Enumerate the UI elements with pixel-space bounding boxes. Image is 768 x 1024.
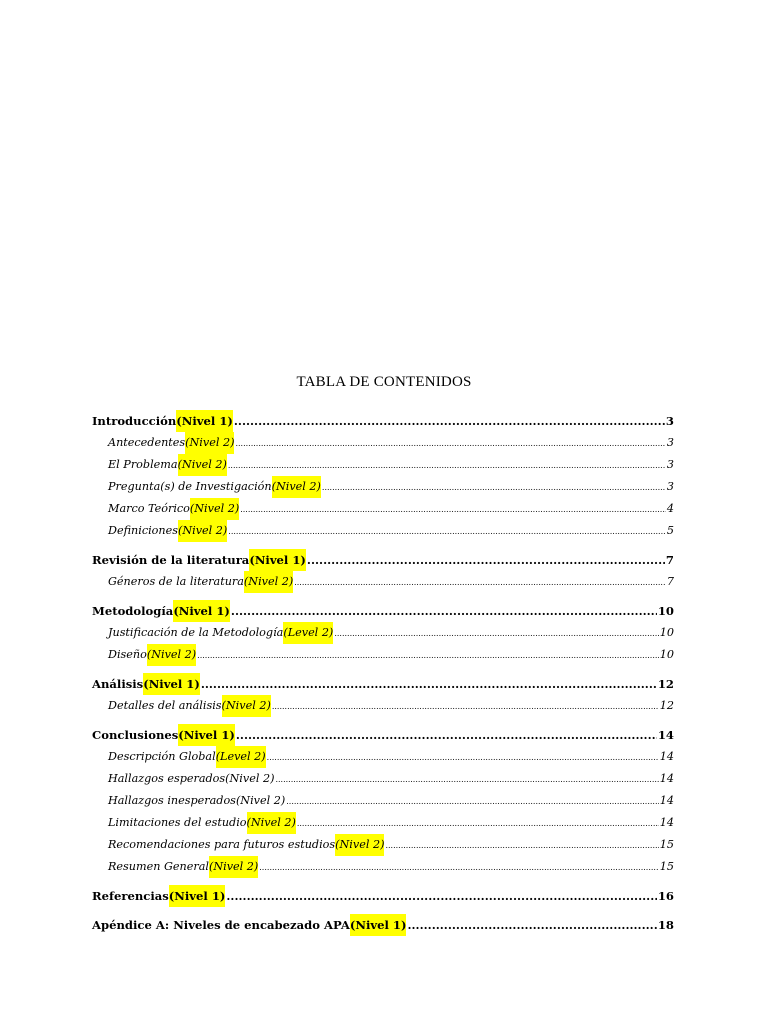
toc-page-number: 3 (666, 480, 674, 493)
toc-page-number: 10 (659, 626, 674, 639)
toc-entry-text: Hallazgos esperados (108, 772, 226, 785)
toc-entry-text: Revisión de la literatura (92, 553, 250, 567)
dot-leader (259, 857, 658, 879)
toc-entry-level-tag: (Nivel 1) (176, 410, 233, 432)
toc-entry-level-tag: (Nivel 2) (178, 520, 227, 542)
toc-entry-level-2[interactable] (92, 520, 674, 542)
toc-entry-level-tag: (Nivel 2) (147, 644, 196, 666)
toc-entry-level-2[interactable] (92, 768, 674, 790)
toc-entry-level-tag: (Nivel 2) (190, 498, 239, 520)
toc-entry-level-1[interactable] (92, 673, 674, 695)
toc-entry-level-tag: (Nivel 1) (169, 885, 226, 907)
toc-entry-level-1[interactable] (92, 600, 674, 622)
toc-page-number: 15 (659, 860, 674, 873)
dot-leader (234, 410, 665, 432)
dot-leader (294, 572, 666, 594)
toc-page-number: 14 (659, 772, 674, 785)
toc-entry-text: Géneros de la literatura (108, 575, 244, 588)
toc-page-number: 14 (659, 750, 674, 763)
toc-entry-text: Detalles del análisis (108, 699, 222, 712)
toc-page-number: 14 (659, 816, 674, 829)
toc-entry-text: Limitaciones del estudio (108, 816, 247, 829)
toc-page-number: 7 (666, 575, 674, 588)
toc-entry-level-tag: (Nivel 2) (178, 454, 227, 476)
dot-leader (322, 477, 666, 499)
toc-entry-level-2[interactable] (92, 498, 674, 520)
toc-entry-level-tag: (Nivel 1) (178, 724, 235, 746)
toc-entry-level-tag: (Nivel 1) (249, 549, 306, 571)
toc-entry-level-2[interactable] (92, 695, 674, 717)
toc-entry-level-tag: (Level 2) (283, 622, 333, 644)
toc-entry-level-1[interactable] (92, 914, 674, 936)
toc-entry-level-1[interactable] (92, 410, 674, 432)
toc-page-number: 3 (665, 414, 674, 428)
dot-leader (275, 769, 658, 791)
toc-page-number: 5 (666, 524, 674, 537)
toc-page-number: 4 (666, 502, 674, 515)
dot-leader (272, 696, 659, 718)
toc-entry-text: Recomendaciones para futuros estudios (108, 838, 336, 851)
toc-page-number: 14 (659, 794, 674, 807)
toc-entry-level-tag: (Nivel 2) (272, 476, 321, 498)
toc-entry-text: Marco Teórico (108, 502, 190, 515)
toc-entry-text: Metodología (92, 604, 174, 618)
toc-entry-text: El Problema (108, 458, 178, 471)
toc-entry-text: Diseño (108, 648, 147, 661)
dot-leader (385, 835, 658, 857)
toc-entry-level-2[interactable] (92, 746, 674, 768)
toc-entry-level-2[interactable] (92, 790, 674, 812)
dot-leader (267, 747, 659, 769)
toc-entry-text: Definiciones (108, 524, 178, 537)
toc-entry-level-tag: (Nivel 1) (173, 600, 230, 622)
dot-leader (297, 813, 659, 835)
toc-entry-level-tag: (Nivel 2) (335, 834, 384, 856)
toc-entry-level-tag: (Nivel 2) (235, 794, 286, 807)
toc-entry-text: Descripción Global (108, 750, 216, 763)
dot-leader (286, 791, 659, 813)
dot-leader (334, 623, 658, 645)
toc-title: TABLA DE CONTENIDOS (296, 374, 472, 390)
toc-entry-text: Resumen General (108, 860, 209, 873)
toc-entry-level-tag: (Nivel 2) (209, 856, 258, 878)
toc-page-number: 14 (657, 728, 674, 742)
toc-entry-level-2[interactable] (92, 622, 674, 644)
toc-page-number: 10 (657, 604, 674, 618)
toc-entry-level-1[interactable] (92, 549, 674, 571)
dot-leader (231, 600, 657, 622)
dot-leader (235, 433, 665, 455)
toc-entry-text: Pregunta(s) de Investigación (108, 480, 272, 493)
toc-entry-level-tag: (Nivel 1) (350, 914, 407, 936)
toc-entry-text: Justificación de la Metodología (108, 626, 284, 639)
toc-entry-text: Conclusiones (92, 728, 179, 742)
dot-leader (201, 673, 657, 695)
toc-page-number: 7 (665, 553, 674, 567)
dot-leader (228, 521, 666, 543)
table-of-contents (92, 410, 674, 936)
toc-page-number: 3 (666, 458, 674, 471)
toc-entry-level-tag: (Nivel 2) (185, 432, 234, 454)
dot-leader (407, 914, 656, 936)
toc-entry-text: Introducción (92, 414, 177, 428)
toc-entry-level-2[interactable] (92, 454, 674, 476)
toc-entry-text: Hallazgos inesperados (108, 794, 236, 807)
toc-entry-level-2[interactable] (92, 432, 674, 454)
toc-page-number: 12 (657, 677, 674, 691)
toc-entry-level-2[interactable] (92, 571, 674, 593)
toc-entry-level-1[interactable] (92, 885, 674, 907)
toc-entry-text: Apéndice A: Niveles de encabezado APA (92, 918, 350, 932)
dot-leader (228, 455, 666, 477)
toc-page-number: 15 (659, 838, 674, 851)
dot-leader (240, 499, 666, 521)
toc-entry-level-tag: (Level 2) (216, 746, 266, 768)
dot-leader (236, 724, 657, 746)
dot-leader (307, 549, 665, 571)
toc-entry-level-tag: (Nivel 2) (247, 812, 296, 834)
toc-entry-level-2[interactable] (92, 476, 674, 498)
toc-entry-level-2[interactable] (92, 644, 674, 666)
toc-entry-level-2[interactable] (92, 834, 674, 856)
toc-entry-level-tag: (Nivel 1) (143, 673, 200, 695)
toc-entry-level-tag: (Nivel 2) (222, 695, 271, 717)
toc-page-number: 16 (657, 889, 674, 903)
toc-entry-level-2[interactable] (92, 812, 674, 834)
toc-page-number: 3 (666, 436, 674, 449)
toc-entry-level-1[interactable] (92, 724, 674, 746)
toc-page-number: 10 (659, 648, 674, 661)
toc-entry-text: Antecedentes (108, 436, 186, 449)
toc-page-number: 18 (657, 918, 674, 932)
dot-leader (226, 885, 656, 907)
toc-page-number: 12 (659, 699, 674, 712)
toc-entry-level-tag: (Nivel 2) (244, 571, 293, 593)
toc-entry-level-2[interactable] (92, 856, 674, 878)
toc-entry-text: Análisis (92, 677, 144, 691)
toc-entry-level-tag: (Nivel 2) (225, 772, 275, 785)
toc-entry-text: Referencias (92, 889, 169, 903)
dot-leader (197, 645, 659, 667)
